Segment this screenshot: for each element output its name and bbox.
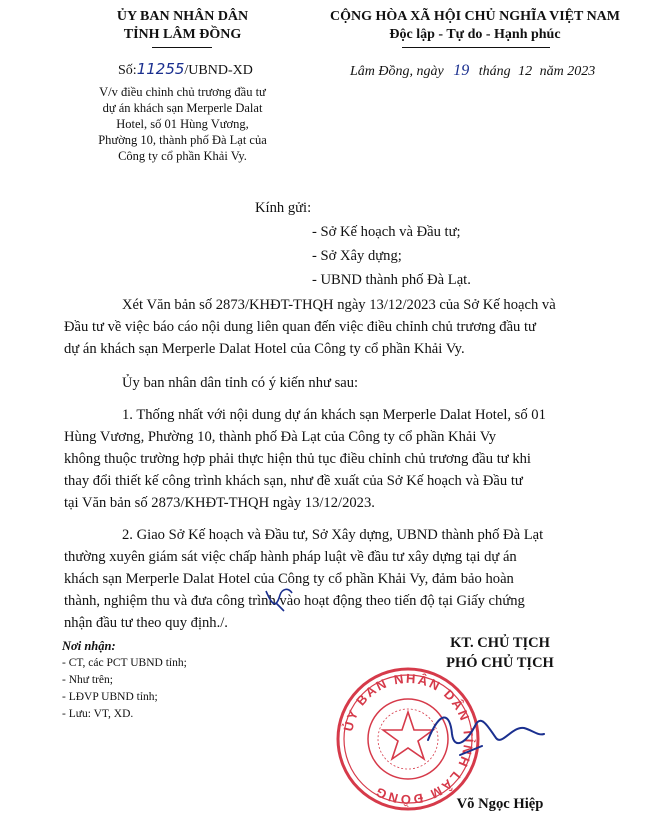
paragraph-line: thường xuyên giám sát việc chấp hành pháp luật về đầu tư xây dựng tại dự án xyxy=(64,549,517,565)
paragraph-line: 2. Giao Sở Kế hoạch và Đầu tư, Sở Xây dựng, UBND thành phố Đà Lạt xyxy=(122,527,544,543)
subject-line: Hotel, số 01 Hùng Vương, xyxy=(116,117,249,131)
recipients-block xyxy=(255,196,471,292)
national-title: CỘNG HÒA XÃ HỘI CHỦ NGHĨA VIỆT NAM xyxy=(329,9,620,24)
receiver-item: - CT, các PCT UBND tỉnh; xyxy=(62,657,187,669)
paragraph-line: Xét Văn bản số 2873/KHĐT-THQH ngày 13/12/2023 của Sở Kế hoạch và xyxy=(122,297,556,313)
number-prefix: Số: xyxy=(118,63,137,78)
date-middle: tháng xyxy=(478,64,511,79)
handwritten-number: 11255 xyxy=(136,60,185,78)
receiver-item: - LĐVP UBND tỉnh; xyxy=(62,691,158,703)
signature-line-1: KT. CHỦ TỊCH xyxy=(450,635,550,651)
paragraph-line: không thuộc trường hợp phải thực hiện thủ tục điều chỉnh chủ trương đầu tư khi xyxy=(64,451,531,467)
paragraph-line: thành, nghiệm thu và đưa công trình vào hoạt động theo tiến độ tại Giấy chứng xyxy=(64,593,525,609)
signer-name: Võ Ngọc Hiệp xyxy=(456,796,544,812)
paragraph-line: dự án khách sạn Merperle Dalat Hotel của Công ty cổ phần Khải Vy. xyxy=(64,341,465,357)
paragraph-line: 1. Thống nhất với nội dung dự án khách sạn Merperle Dalat Hotel, số 01 xyxy=(122,407,546,423)
receiver-item: - Như trên; xyxy=(62,674,113,686)
left-header-underline xyxy=(152,47,212,48)
initial-mark xyxy=(262,585,298,615)
issue-date xyxy=(350,62,595,80)
receiver-item: - Lưu: VT, XD. xyxy=(62,708,134,720)
document-number xyxy=(118,60,253,79)
subject-line: Phường 10, thành phố Đà Lạt của xyxy=(98,133,267,147)
date-month: 12 xyxy=(518,64,533,79)
paragraph-reference xyxy=(64,294,638,360)
province-name: TỈNH LÂM ĐỒNG xyxy=(123,27,242,42)
paragraph-line: Hùng Vương, Phường 10, thành phố Đà Lạt của Công ty cổ phần Khải Vy xyxy=(64,429,496,445)
date-day: 19 xyxy=(453,62,470,79)
document-subject xyxy=(70,84,295,164)
paragraph-opinion: Ủy ban nhân dân tỉnh có ý kiến như sau: xyxy=(122,375,359,391)
seal-ring-text: ỦY BAN NHÂN DÂN TỈNH LÂM ĐỒNG xyxy=(340,670,477,808)
recipient-item: - Sở Xây dựng; xyxy=(312,248,402,264)
number-suffix: /UBND-XD xyxy=(184,63,253,78)
paragraph-line: thay đổi thiết kế công trình khách sạn, như đề xuất của Sở Kế hoạch và Đầu tư xyxy=(64,473,523,489)
paragraph-line: nhận đầu tư theo quy định./. xyxy=(64,615,228,631)
paragraph-line: tại Văn bản số 2873/KHĐT-THQH ngày 13/12/2023. xyxy=(64,495,375,511)
paragraph-line: khách sạn Merperle Dalat Hotel của Công ty cổ phần Khải Vy, đảm bảo hoàn xyxy=(64,571,514,587)
recipients-title: Kính gửi: xyxy=(255,200,312,216)
subject-line: Công ty cổ phần Khải Vy. xyxy=(118,149,247,163)
paragraph-point-2 xyxy=(64,524,638,634)
recipient-item: - Sở Kế hoạch và Đầu tư; xyxy=(312,224,461,240)
subject-line: dự án khách sạn Merperle Dalat xyxy=(102,101,263,115)
national-motto: Độc lập - Tự do - Hạnh phúc xyxy=(389,27,561,42)
right-header-underline xyxy=(402,47,550,48)
receivers-block xyxy=(62,638,187,723)
document-body xyxy=(64,294,638,634)
handwritten-signature xyxy=(420,700,550,770)
receivers-title: Nơi nhận: xyxy=(62,639,116,653)
agency-name: ỦY BAN NHÂN DÂN xyxy=(116,9,249,24)
signature-line-2: PHÓ CHỦ TỊCH xyxy=(446,655,554,671)
paragraph-point-1 xyxy=(64,404,638,514)
paragraph-line: Đầu tư về việc báo cáo nội dung liên quan đến việc điều chỉnh chủ trương đầu tư xyxy=(64,319,536,335)
subject-line: V/v điều chỉnh chủ trương đầu tư xyxy=(99,85,266,99)
recipient-item: - UBND thành phố Đà Lạt. xyxy=(312,272,471,288)
date-year: năm 2023 xyxy=(539,64,596,79)
date-prefix: Lâm Đồng, ngày xyxy=(350,64,444,79)
